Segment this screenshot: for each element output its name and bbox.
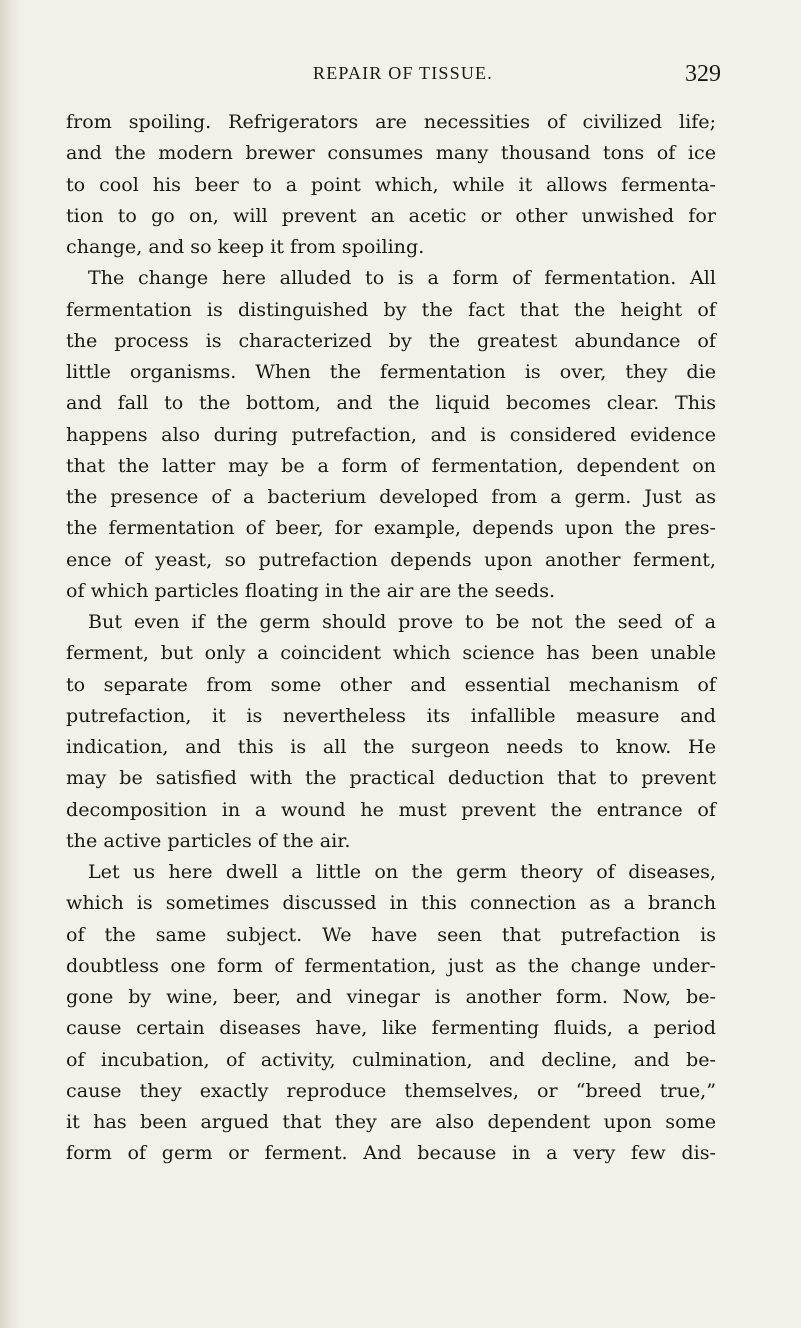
text-line: that the latter may be a form of fermentation, dependent on bbox=[66, 453, 716, 477]
text-line: the active particles of the air. bbox=[66, 828, 351, 852]
text-line: the fermentation of beer, for example, depends upon the pres- bbox=[66, 516, 716, 540]
text-line: form of germ or ferment. And because in a very few dis- bbox=[66, 1141, 716, 1165]
text-line: little organisms. When the fermentation is over, they die bbox=[66, 360, 716, 383]
text-line: gone by wine, beer, and vinegar is another form. Now, be- bbox=[66, 985, 716, 1008]
page-edge-shadow bbox=[0, 0, 22, 1328]
running-head bbox=[66, 61, 721, 106]
page-number: 329 bbox=[685, 61, 721, 87]
text-line: of which particles floating in the air are the seeds. bbox=[66, 578, 556, 602]
body-text bbox=[66, 106, 716, 1169]
text-line: Let us here dwell a little on the germ theory of diseases, bbox=[88, 860, 716, 883]
text-line: of incubation, of activity, culmination, and decline, and be- bbox=[66, 1047, 716, 1071]
text-line: to separate from some other and essential mechanism of bbox=[66, 672, 716, 696]
text-line: The change here alluded to is a form of fermentation. All bbox=[88, 266, 716, 290]
text-line: putrefaction, it is nevertheless its infallible measure and bbox=[66, 703, 716, 727]
running-head-title: REPAIR OF TISSUE. bbox=[313, 63, 493, 83]
text-line: change, and so keep it from spoiling. bbox=[66, 235, 425, 258]
text-line: the presence of a bacterium developed from a germ. Just as bbox=[66, 485, 716, 508]
text-line: to cool his beer to a point which, while it allows fermenta- bbox=[66, 172, 716, 196]
book-page bbox=[66, 61, 721, 1169]
text-line: and the modern brewer consumes many thousand tons of ice bbox=[66, 141, 716, 165]
text-line: decomposition in a wound he must prevent the entrance of bbox=[66, 797, 716, 821]
text-line: tion to go on, will prevent an acetic or other unwished for bbox=[66, 203, 716, 227]
text-line: which is sometimes discussed in this connection as a branch bbox=[66, 891, 716, 915]
text-line: the process is characterized by the greatest abundance of bbox=[66, 328, 716, 352]
text-line: ferment, but only a coincident which science has been unable bbox=[66, 641, 716, 665]
text-line: fermentation is distinguished by the fact that the height of bbox=[66, 297, 716, 321]
text-line: doubtless one form of fermentation, just as the change under- bbox=[66, 953, 716, 977]
text-line: ence of yeast, so putrefaction depends upon another ferment, bbox=[66, 547, 716, 571]
text-line: happens also during putrefaction, and is considered evidence bbox=[66, 422, 716, 446]
text-line: and fall to the bottom, and the liquid becomes clear. This bbox=[66, 391, 716, 415]
text-line: of the same subject. We have seen that putrefaction is bbox=[66, 922, 716, 946]
text-line: But even if the germ should prove to be not the seed of a bbox=[88, 610, 716, 633]
text-line: cause certain diseases have, like fermenting fluids, a period bbox=[66, 1016, 716, 1040]
text-line: from spoiling. Refrigerators are necessities of civilized life; bbox=[66, 110, 716, 133]
text-line: it has been argued that they are also dependent upon some bbox=[66, 1110, 716, 1133]
text-line: cause they exactly reproduce themselves, or “breed true,” bbox=[66, 1078, 716, 1102]
text-line: may be satisfied with the practical deduction that to prevent bbox=[66, 766, 716, 790]
text-line: indication, and this is all the surgeon needs to know. He bbox=[66, 735, 716, 758]
